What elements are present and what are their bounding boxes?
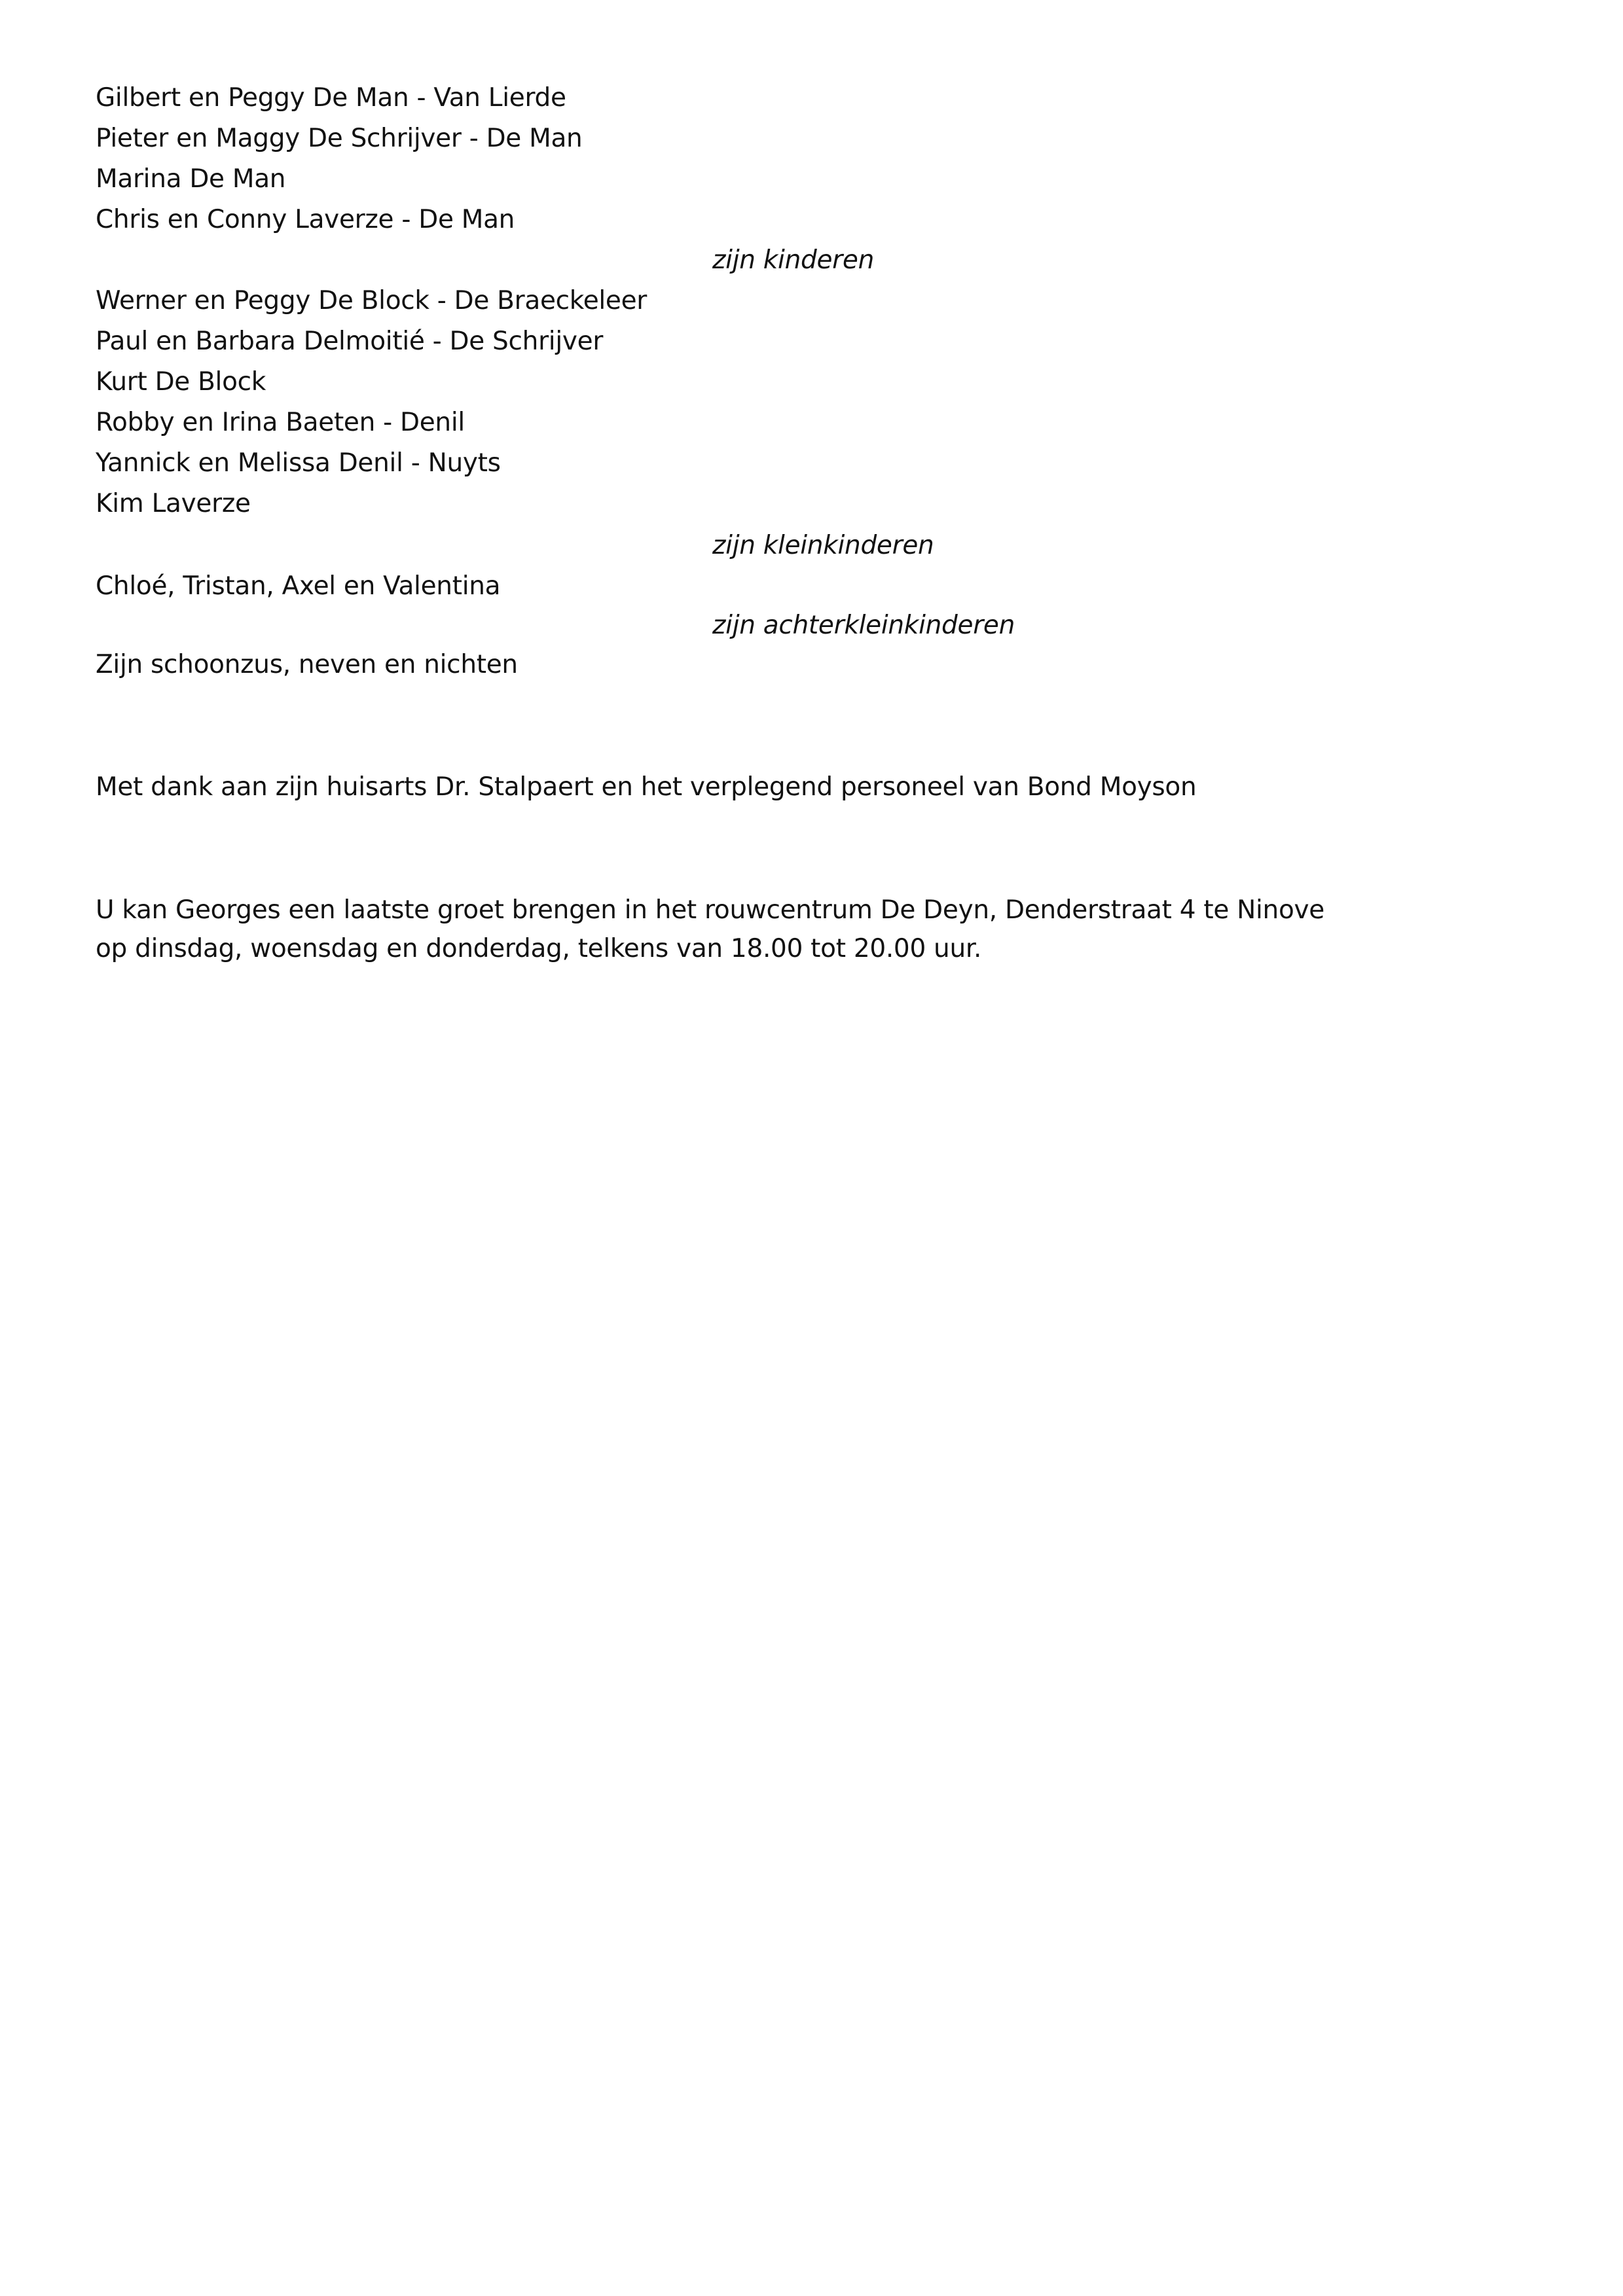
child-name: Marina De Man: [96, 164, 286, 194]
grandchild-name: Kim Laverze: [96, 489, 251, 518]
grandchild-name: Yannick en Melissa Denil - Nuyts: [96, 448, 501, 478]
great-grandchildren-names: Chloé, Tristan, Axel en Valentina: [96, 571, 501, 601]
grandchild-name: Paul en Barbara Delmoitié - De Schrijver: [96, 327, 604, 356]
grandchild-name: Kurt De Block: [96, 367, 266, 397]
relatives-line: Zijn schoonzus, neven en nichten: [96, 650, 518, 679]
grandchild-name: Robby en Irina Baeten - Denil: [96, 408, 465, 437]
great-grandchildren-role-label: zijn achterkleinkinderen: [712, 611, 1015, 640]
child-name: Gilbert en Peggy De Man - Van Lierde: [96, 83, 566, 113]
child-name: Pieter en Maggy De Schrijver - De Man: [96, 124, 583, 153]
thanks-line: Met dank aan zijn huisarts Dr. Stalpaert en het verplegend personeel van Bond Moyson: [96, 772, 1197, 802]
visitation-line-2: op dinsdag, woensdag en donderdag, telkens van 18.00 tot 20.00 uur.: [96, 934, 982, 963]
child-name: Chris en Conny Laverze - De Man: [96, 205, 515, 234]
grandchildren-role-label: zijn kleinkinderen: [712, 531, 934, 560]
grandchild-name: Werner en Peggy De Block - De Braeckeleer: [96, 286, 647, 315]
visitation-line-1: U kan Georges een laatste groet brengen in het rouwcentrum De Deyn, Denderstraat 4 te Ninove: [96, 895, 1325, 925]
children-role-label: zijn kinderen: [712, 245, 874, 275]
